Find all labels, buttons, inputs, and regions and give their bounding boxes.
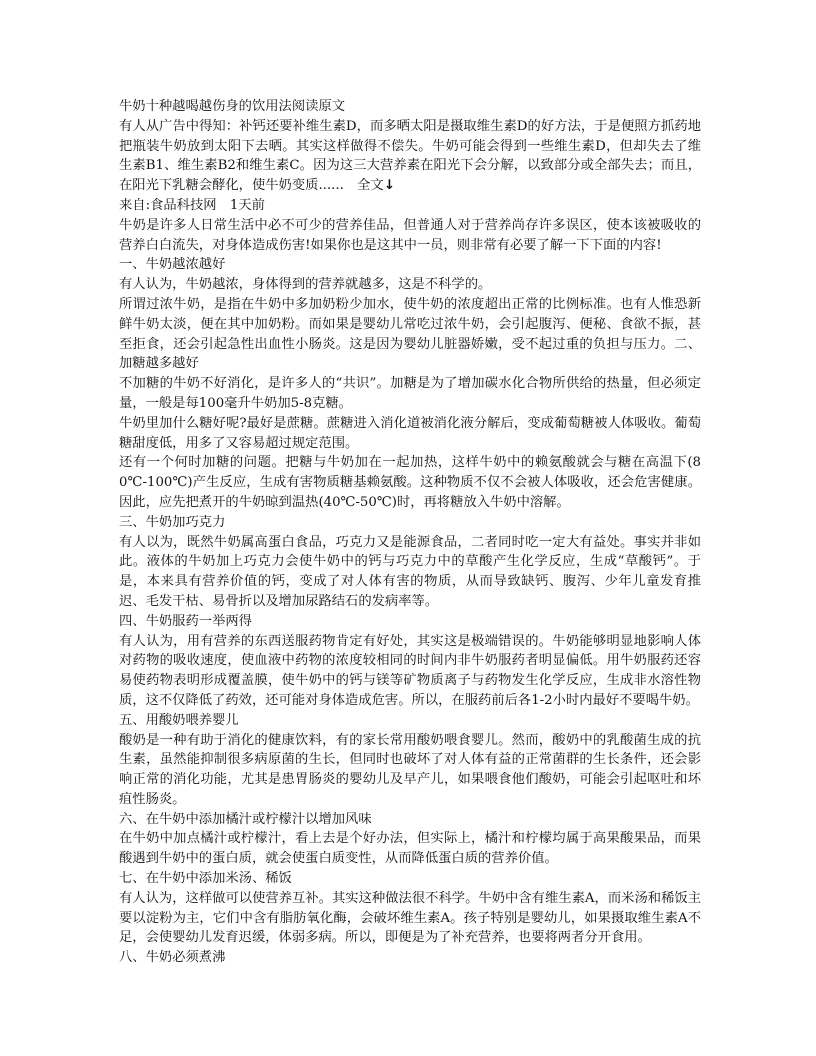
intro-paragraph	[119, 117, 701, 196]
down-arrow-icon: ↓	[383, 178, 395, 194]
intro-text: 有人从广告中得知：补钙还要补维生素D，而多晒太阳是摄取维生素D的好方法，于是便照方抓药地把瓶装牛奶放到太阳下去晒。其实这样做得不偿失。牛奶可能会得到一些维生素D，但却失去了维生素B1、维生素B2和维生素C。因为这三大营养素在阳光下会分解，以致部分或全部失去；而且，在阳光下乳糖会酵化，使牛奶变质......	[119, 118, 701, 194]
section-1-paragraph-2: 所谓过浓牛奶，是指在牛奶中多加奶粉少加水，使牛奶的浓度超出正常的比例标准。也有人惟恐新鲜牛奶太淡，便在其中加奶粉。而如果是婴幼儿常吃过浓牛奶，会引起腹泻、便秘、食欲不振，甚至拒食，还会引起急性出血性小肠炎。这是因为婴幼儿脏器娇嫩，受不起过重的负担与压力。二、加糖越多越好	[119, 296, 701, 372]
article	[119, 97, 701, 968]
full-text-label: 全文	[357, 178, 384, 194]
section-3-title: 三、牛奶加巧克力	[119, 514, 226, 530]
section-7-paragraph-1: 有人认为，这样做可以使营养互补。其实这种做法很不科学。牛奶中含有维生素A，而米汤和稀饭主要以淀粉为主，它们中含有脂肪氧化酶，会破坏维生素A。孩子特别是婴幼儿，如果摄取维生素A不足，会使婴幼儿发育迟缓，体弱多病。所以，即便是为了补充营养，也要将两者分开食用。	[119, 890, 701, 946]
section-2-paragraph-3: 还有一个何时加糖的问题。把糖与牛奶加在一起加热，这样牛奶中的赖氨酸就会与糖在高温下(80℃-100℃)产生反应，生成有害物质糖基赖氨酸。这种物质不仅不会被人体吸收，还会危害健康。因此，应先把煮开的牛奶晾到温热(40℃-50℃)时，再将糖放入牛奶中溶解。	[119, 455, 701, 510]
section-1-paragraph-1: 有人认为，牛奶越浓，身体得到的营养就越多，这是不科学的。	[119, 277, 492, 293]
full-text-link[interactable]	[357, 178, 395, 193]
section-6-title: 六、在牛奶中添加橘汁或柠檬汁以增加风味	[119, 811, 372, 827]
section-7-title: 七、在牛奶中添加米汤、稀饭	[119, 871, 292, 887]
section-4-paragraph-1: 有人认为，用有营养的东西送服药物肯定有好处，其实这是极端错误的。牛奶能够明显地影响人体对药物的吸收速度，使血液中药物的浓度较相同的时间内非牛奶服药者明显偏低。用牛奶服药还容易使药物表明形成覆盖膜，使牛奶中的钙与镁等矿物质离子与药物发生化学反应，生成非水溶性物质，这不仅降低了药效，还可能对身体造成危害。所以，在服药前后各1-2小时内最好不要喝牛奶。	[119, 633, 701, 708]
section-2-paragraph-1: 不加糖的牛奶不好消化，是许多人的“共识”。加糖是为了增加碳水化合物所供给的热量，但必须定量，一般是每100毫升牛奶加5-8克糖。	[119, 376, 701, 411]
section-8-title: 八、牛奶必须煮沸	[119, 950, 226, 966]
section-4-title: 四、牛奶服药一举两得	[119, 613, 252, 629]
section-6-paragraph-1: 在牛奶中加点橘汁或柠檬汁，看上去是个好办法，但实际上，橘汁和柠檬均属于高果酸果品，而果酸遇到牛奶中的蛋白质，就会使蛋白质变性，从而降低蛋白质的营养价值。	[119, 831, 701, 867]
lead-paragraph: 牛奶是许多人日常生活中必不可少的营养佳品，但普通人对于营养尚存许多误区，使本该被吸收的营养白白流失，对身体造成伤害!如果你也是这其中一员，则非常有必要了解一下下面的内容!	[119, 217, 701, 253]
source-line: 来自:食品科技网 1天前	[119, 197, 265, 213]
section-1-title: 一、牛奶越浓越好	[119, 257, 226, 273]
section-2-paragraph-2: 牛奶里加什么糖好呢?最好是蔗糖。蔗糖进入消化道被消化液分解后，变成葡萄糖被人体吸收。葡萄糖甜度低，用多了又容易超过规定范围。	[119, 415, 701, 451]
article-title[interactable]: 牛奶十种越喝越伤身的饮用法阅读原文	[119, 99, 346, 114]
section-3-paragraph-1: 有人以为，既然牛奶属高蛋白食品，巧克力又是能源食品，二者同时吃一定大有益处。事实并非如此。液体的牛奶加上巧克力会使牛奶中的钙与巧克力中的草酸产生化学反应，生成“草酸钙”。于是，本来具有营养价值的钙，变成了对人体有害的物质，从而导致缺钙、腹泻、少年儿童发育推迟、毛发干枯、易骨折以及增加尿路结石的发病率等。	[119, 534, 701, 609]
section-5-paragraph-1: 酸奶是一种有助于消化的健康饮料，有的家长常用酸奶喂食婴儿。然而，酸奶中的乳酸菌生成的抗生素，虽然能抑制很多病原菌的生长，但同时也破坏了对人体有益的正常菌群的生长条件，还会影响正常的消化功能，尤其是患胃肠炎的婴幼儿及早产儿，如果喂食他们酸奶，可能会引起呕吐和坏疽性肠炎。	[119, 732, 701, 807]
section-5-title: 五、用酸奶喂养婴儿	[119, 712, 239, 728]
